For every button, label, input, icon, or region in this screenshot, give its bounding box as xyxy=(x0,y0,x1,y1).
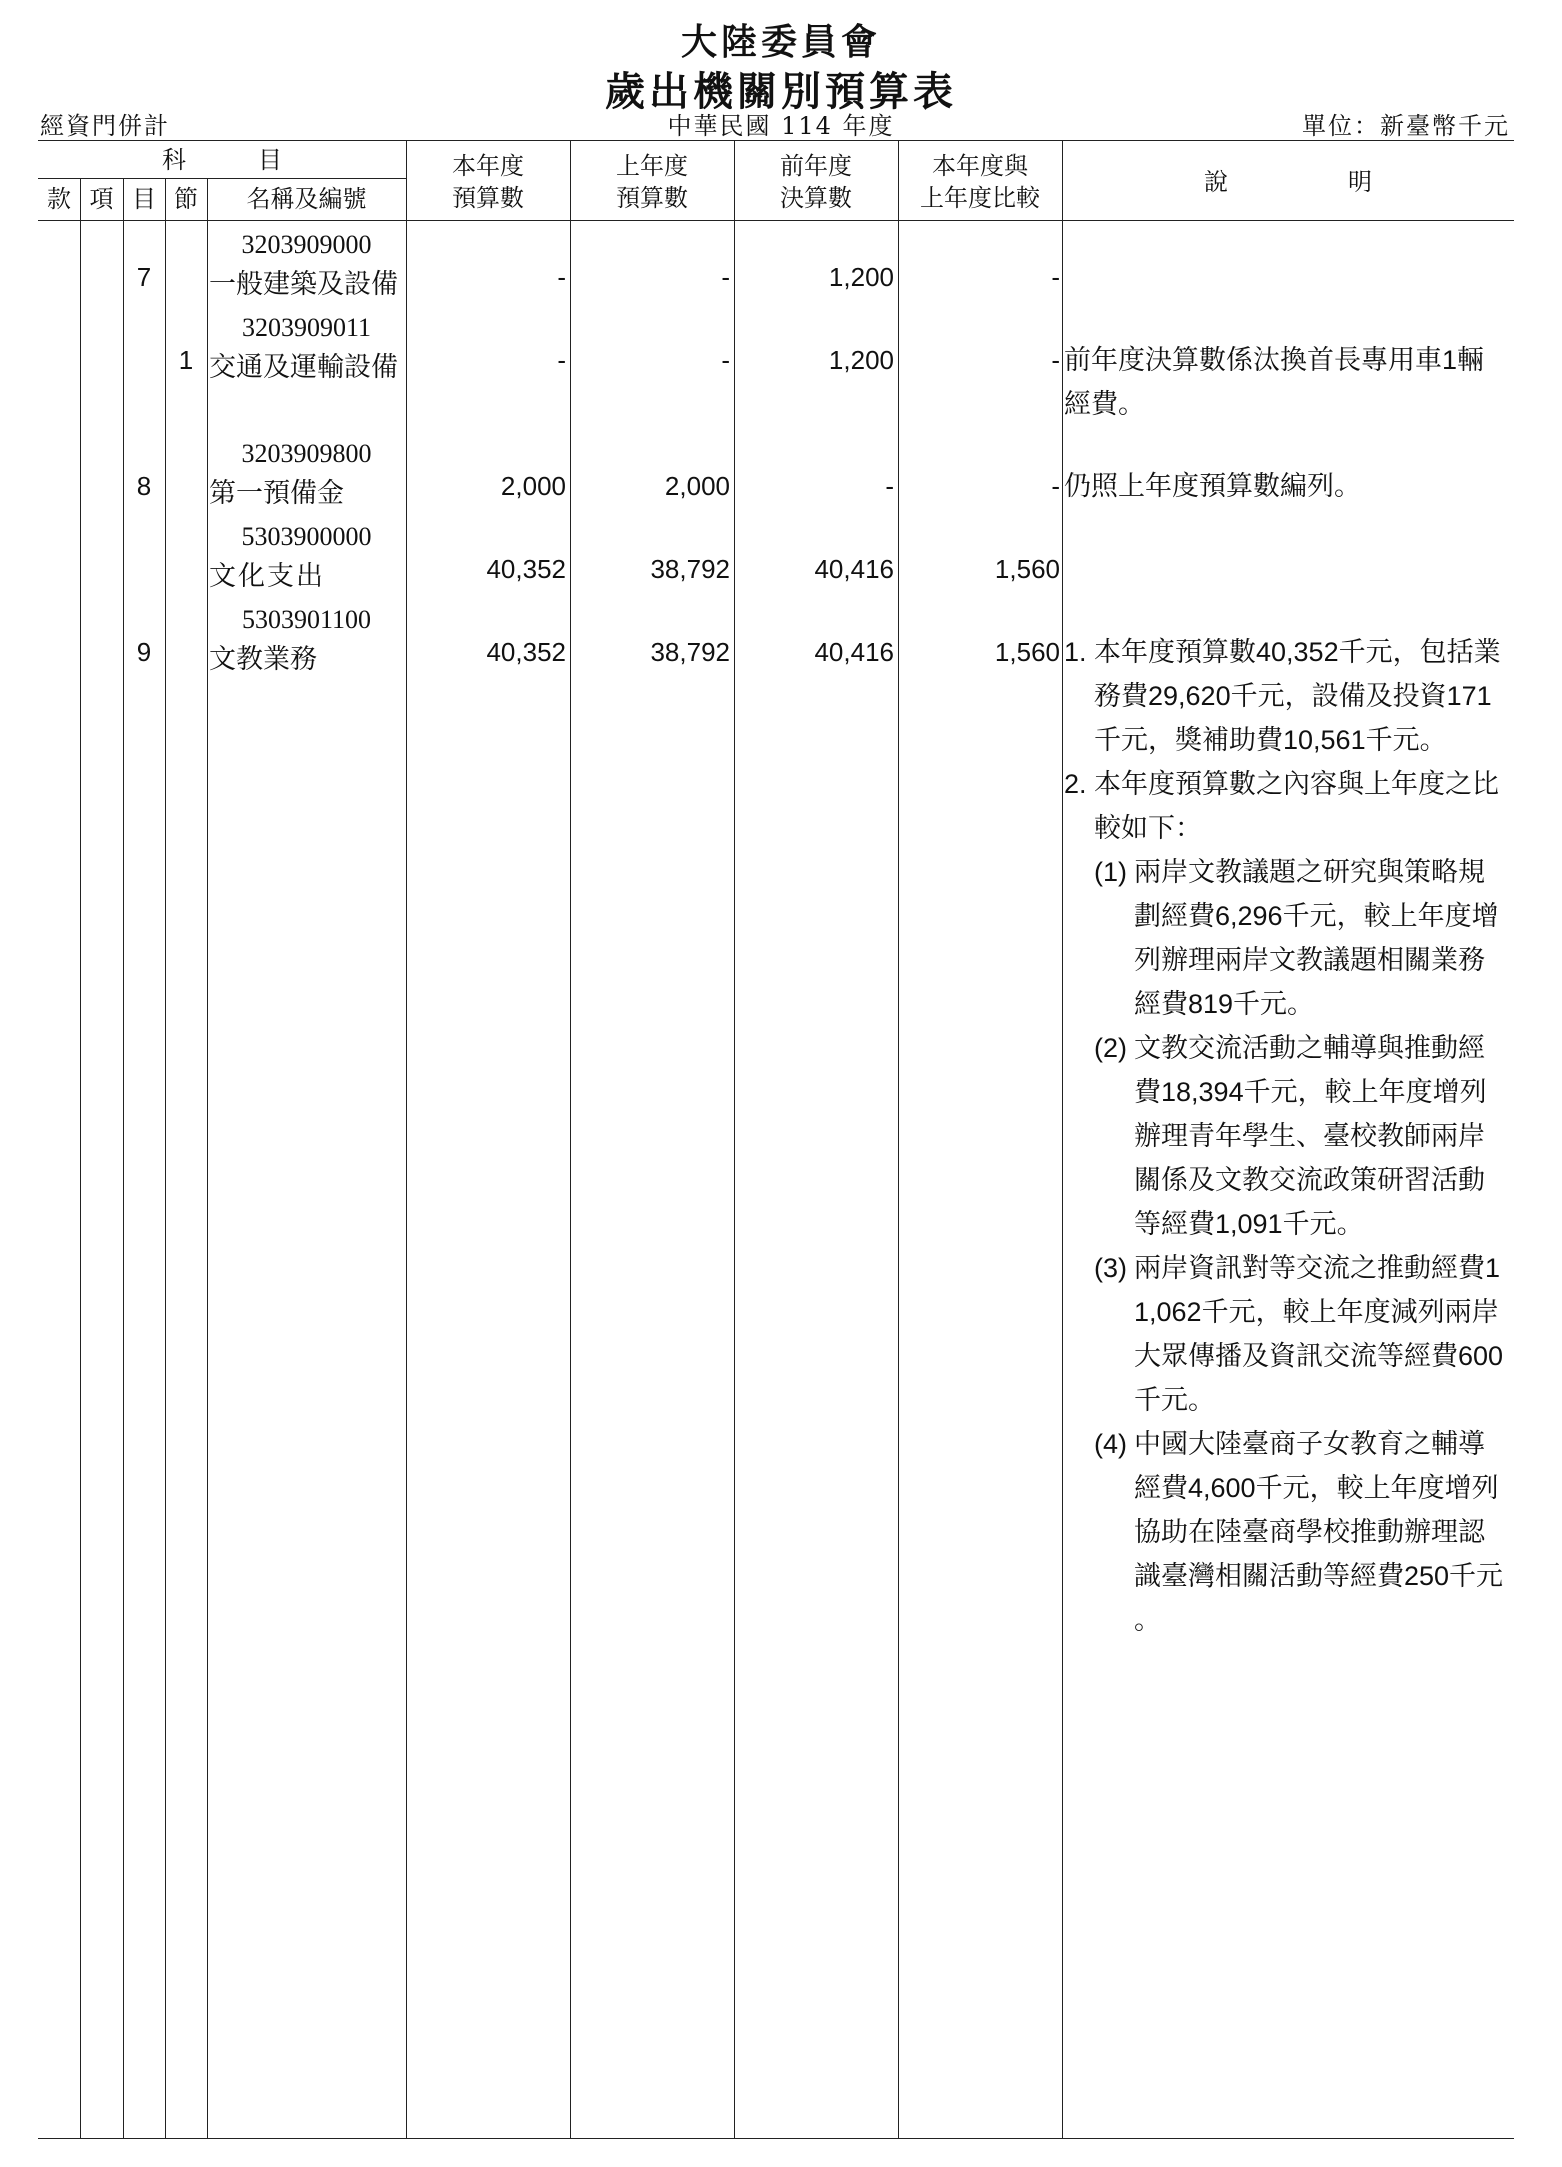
table-top-border xyxy=(38,140,1514,141)
remark-subitem xyxy=(1064,1422,1514,1642)
header-line: 上年度比較 xyxy=(920,184,1040,212)
header-name-code: 名稱及編號 xyxy=(246,185,367,213)
col-divider xyxy=(570,140,571,2138)
remark-line: 兩岸資訊對等交流之推動經費1 xyxy=(1134,1253,1501,1283)
remark-subitem xyxy=(1064,1246,1514,1422)
header-jie: 節 xyxy=(174,185,198,213)
header-current-year xyxy=(406,150,570,214)
col-divider xyxy=(1062,140,1063,2138)
cell-prior: 40,416 xyxy=(814,637,894,667)
cell-name: 文教業務 xyxy=(209,644,317,674)
currency-unit: 單位：新臺幣千元 xyxy=(1302,112,1510,140)
cell-jie: 1 xyxy=(178,345,194,375)
cell-mu: 9 xyxy=(136,637,152,667)
cell-code: 3203909800 xyxy=(241,439,372,468)
remark-line: 千元。 xyxy=(1134,1385,1215,1415)
organization-title: 大陸委員會 xyxy=(680,21,881,63)
header-line: 本年度 xyxy=(452,152,524,180)
col-divider xyxy=(165,178,166,2138)
cell-previous: 38,792 xyxy=(650,554,730,584)
col-divider xyxy=(80,178,81,2138)
col-divider xyxy=(207,178,208,2138)
remark-marker: (3) xyxy=(1094,1253,1127,1283)
remark-line: 列辦理兩岸文教議題相關業務 xyxy=(1134,945,1485,975)
subject-header-divider xyxy=(38,178,406,179)
header-subject: 科 目 xyxy=(162,146,282,174)
remark-line: 劃經費6,296千元，較上年度增 xyxy=(1134,901,1499,931)
cell-comparison: 1,560 xyxy=(994,554,1060,584)
remark-line: 文教交流活動之輔導與推動經 xyxy=(1134,1033,1485,1063)
cell-name: 一般建築及設備 xyxy=(209,269,398,299)
table-bottom-border xyxy=(38,2138,1514,2139)
cell-code: 3203909011 xyxy=(241,313,372,342)
remark-item xyxy=(1064,762,1514,850)
cell-name: 交通及運輸設備 xyxy=(209,352,398,382)
header-prior-year xyxy=(734,150,898,214)
cell-current: - xyxy=(557,262,566,292)
remark-marker: (1) xyxy=(1094,857,1127,887)
cell-current: - xyxy=(557,345,566,375)
remark-line: 經費819千元。 xyxy=(1134,989,1315,1019)
cell-code: 3203909000 xyxy=(241,230,372,259)
cell-prior: 40,416 xyxy=(814,554,894,584)
remark-marker: 2. xyxy=(1064,769,1087,799)
document-title: 歲出機關別預算表 xyxy=(605,68,957,115)
cell-mu: 7 xyxy=(136,262,152,292)
cell-current: 40,352 xyxy=(486,554,566,584)
cell-remark xyxy=(1064,338,1512,426)
remark-line: 經費。 xyxy=(1064,389,1145,419)
remark-line: 協助在陸臺商學校推動辦理認 xyxy=(1134,1517,1485,1547)
cell-mu: 8 xyxy=(136,471,152,501)
remark-line: 1,062千元，較上年度減列兩岸 xyxy=(1134,1297,1499,1327)
remark-line: 辦理青年學生、臺校教師兩岸 xyxy=(1134,1121,1485,1151)
header-kuan: 款 xyxy=(47,185,71,213)
remark-detail xyxy=(1064,630,1514,1642)
remark-line: 千元，獎補助費10,561千元。 xyxy=(1094,725,1447,755)
cell-prior: - xyxy=(885,471,894,501)
col-divider xyxy=(898,140,899,2138)
remark-subitem xyxy=(1064,1026,1514,1246)
cell-remark xyxy=(1064,464,1512,508)
remark-line: 等經費1,091千元。 xyxy=(1134,1209,1364,1239)
header-xiang: 項 xyxy=(89,185,114,213)
remark-marker: (2) xyxy=(1094,1033,1127,1063)
remark-line: 較如下： xyxy=(1094,813,1202,843)
header-comparison xyxy=(898,150,1062,214)
cell-name: 第一預備金 xyxy=(209,478,344,508)
col-divider xyxy=(406,140,407,2138)
cell-previous: - xyxy=(721,345,730,375)
remark-marker: 1. xyxy=(1064,637,1087,667)
remark-line: 仍照上年度預算數編列。 xyxy=(1064,471,1361,501)
cell-comparison: - xyxy=(1051,471,1060,501)
cell-comparison: 1,560 xyxy=(994,637,1060,667)
cell-previous: - xyxy=(721,262,730,292)
header-line: 上年度 xyxy=(616,152,688,180)
header-previous-year xyxy=(570,150,734,214)
header-line: 預算數 xyxy=(616,184,688,212)
remark-line: 本年度預算數40,352千元，包括業 xyxy=(1094,637,1501,667)
remark-line: 大眾傳播及資訊交流等經費600 xyxy=(1134,1341,1504,1371)
header-line: 前年度 xyxy=(780,152,852,180)
cell-comparison: - xyxy=(1051,262,1060,292)
remark-line: 關係及文教交流政策研習活動 xyxy=(1134,1165,1485,1195)
header-line: 決算數 xyxy=(780,184,852,212)
remark-line: 中國大陸臺商子女教育之輔導 xyxy=(1134,1429,1485,1459)
remark-line: 務費29,620千元，設備及投資171 xyxy=(1094,681,1492,711)
header-line: 本年度與 xyxy=(932,152,1028,180)
remark-subitem xyxy=(1064,850,1514,1026)
remark-marker: (4) xyxy=(1094,1429,1127,1459)
remark-line: 本年度預算數之內容與上年度之比 xyxy=(1094,769,1499,799)
cell-comparison: - xyxy=(1051,345,1060,375)
cell-current: 2,000 xyxy=(500,471,566,501)
cell-previous: 38,792 xyxy=(650,637,730,667)
remark-line: 。 xyxy=(1134,1605,1161,1635)
cell-code: 5303901100 xyxy=(241,605,372,634)
cell-prior: 1,200 xyxy=(828,262,894,292)
cell-previous: 2,000 xyxy=(664,471,730,501)
header-line: 預算數 xyxy=(452,184,524,212)
cell-name: 文化支出 xyxy=(209,561,325,592)
remark-item xyxy=(1064,630,1514,762)
header-remark: 說 明 xyxy=(1204,168,1372,196)
remark-line: 費18,394千元，較上年度增列 xyxy=(1134,1077,1487,1107)
remark-line: 經費4,600千元，較上年度增列 xyxy=(1134,1473,1499,1503)
header-bottom-border xyxy=(38,220,1514,221)
fiscal-year: 中華民國 114 年度 xyxy=(667,112,895,140)
cell-current: 40,352 xyxy=(486,637,566,667)
header-mu: 目 xyxy=(132,185,156,213)
remark-line: 兩岸文教議題之研究與策略規 xyxy=(1134,857,1485,887)
budget-basis-note: 經資門併計 xyxy=(40,112,170,140)
remark-line: 識臺灣相關活動等經費250千元 xyxy=(1134,1561,1504,1591)
cell-prior: 1,200 xyxy=(828,345,894,375)
cell-code: 5303900000 xyxy=(241,522,372,551)
col-divider xyxy=(734,140,735,2138)
remark-line: 前年度決算數係汰換首長專用車1輛 xyxy=(1064,345,1485,375)
